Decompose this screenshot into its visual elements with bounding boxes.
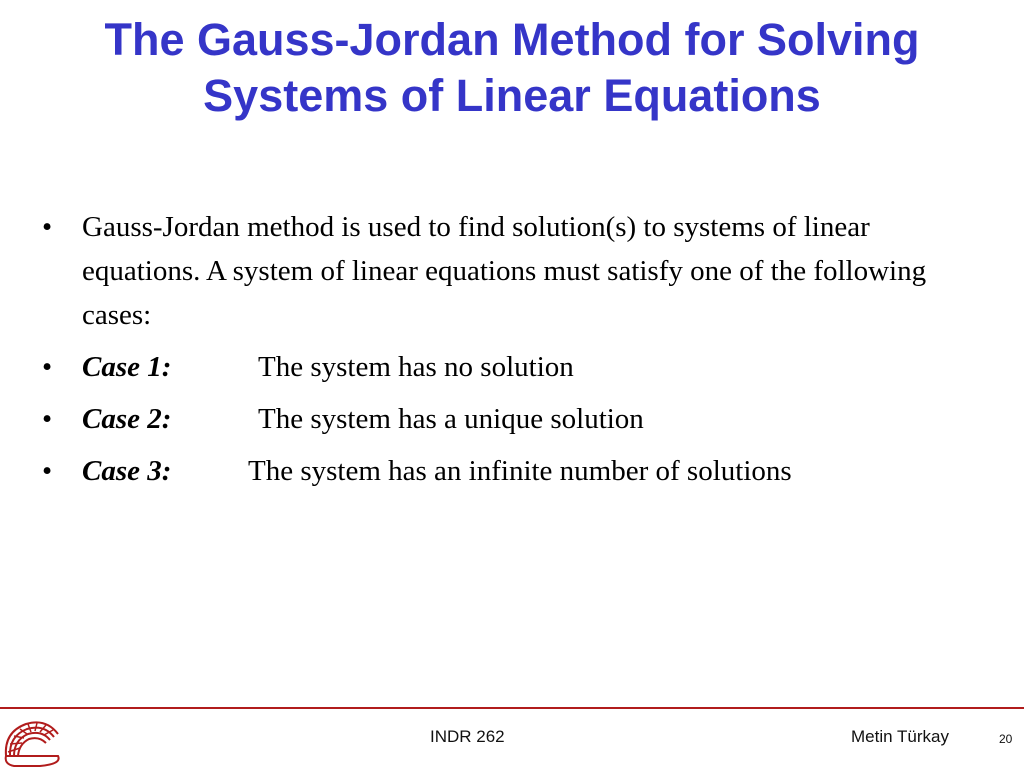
case-3-label: Case 3: [82,455,172,487]
footer-author: Metin Türkay [851,727,949,746]
slide-title-line-2: Systems of Linear Equations [203,70,821,121]
bullet-case-3 [42,449,982,493]
case-1-text: The system has no solution [258,351,574,383]
slide-title-line-1: The Gauss-Jordan Method for Solving [104,14,920,65]
case-2-text: The system has a unique solution [258,403,644,435]
footer-course: INDR 262 [430,727,505,746]
page-number: 20 [999,732,1013,746]
bullet-case-2 [42,397,982,441]
bullet-marker: • [42,211,53,243]
bullet-marker: • [42,351,53,383]
bullet-intro [42,205,982,337]
case-1-label: Case 1: [82,351,172,383]
footer-divider [0,707,1024,709]
bullet-list [42,205,982,501]
bullet-marker: • [42,403,53,435]
case-3-text: The system has an infinite number of solutions [248,455,792,487]
slide-title [0,12,1024,124]
bullet-intro-text: Gauss-Jordan method is used to find solution(s) to systems of linear equations. A system of linear equations must satisfy one of the following cases: [82,211,927,331]
university-logo-icon [0,712,64,768]
case-2-label: Case 2: [82,403,172,435]
bullet-marker: • [42,455,53,487]
bullet-case-1 [42,345,982,389]
